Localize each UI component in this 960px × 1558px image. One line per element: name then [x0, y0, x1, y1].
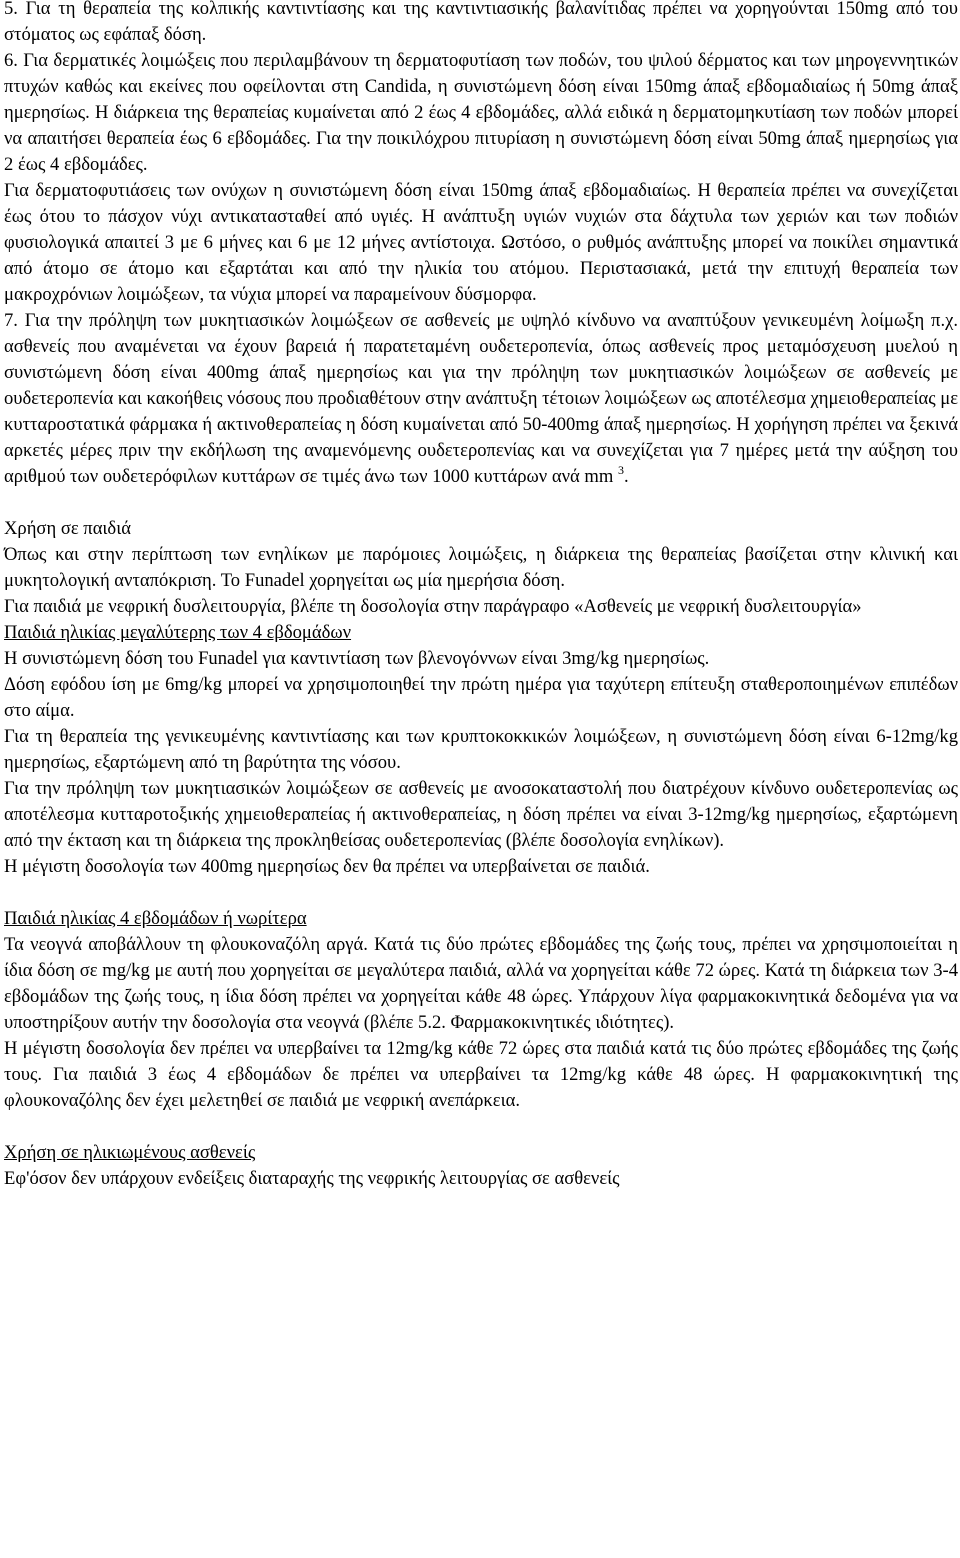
older-4-weeks-paragraph-5: Η μέγιστη δοσολογία των 400mg ημερησίως δεν θα πρέπει να υπερβαίνεται σε παιδιά. — [4, 856, 650, 877]
item-7-text: 7. Για την πρόληψη των μυκητιασικών λοιμώξεων σε ασθενείς με υψηλό κίνδυνο να αναπτύξουν γενικευμένη λοίμωξη π.χ. ασθενείς που αναμένεται να έχουν βαρειά ή παρατεταμένη ουδετεροπενία, όπως ασθενείς προς μεταμόσχευση μυελού η συνιστώμενη δόση είναι 400mg άπαξ ημερησίως και για την πρόληψη των μυκητιασικών λοιμώξεων σε ασθενείς με ουδετεροπενία και κακοήθεις νόσους που προδιαθέτουν στην ανάπτυξη τέτοιων λοιμώξεων ως αποτέλεσμα χημειοθεραπείας με κυτταροστατικά φάρμακα ή ακτινοθεραπείας η δόση κυμαίνεται από 50-400mg άπαξ ημερησίως. Η χορήγηση πρέπει να ξεκινά αρκετές μέρες πριν την εκδήλωση της αναμενόμενης ουδετεροπενίας και να συνεχίζεται για 7 ημέρες μετά την αύξηση του αριθμού των ουδετερόφιλων κυττάρων σε τιμές άνω των 1000 κυττάρων ανά mm — [4, 310, 959, 487]
younger-4-weeks-paragraph-1: Τα νεογνά αποβάλλουν τη φλουκοναζόλη αργά. Κατά τις δύο πρώτες εβδομάδες της ζωής τους, πρέπει να χρησιμοποιείται η ίδια δόση σε mg/kg με αυτή που χορηγείται σε μεγαλύτερα παιδιά, αλλά να χορηγείται κάθε 72 ώρες. Κατά τη διάρκεια των 3-4 εβδομάδων της ζωής τους, η ίδια δόση πρέπει να χορηγείται κάθε 48 ώρες. Υπάρχουν λίγα φαρμακοκινητικά δεδομένα για να υποστηρίξουν αυτήν την δοσολογία στα νεογνά (βλέπε 5.2. Φαρμακοκινητικές ιδιότητες). — [4, 934, 958, 1033]
section-gap — [4, 490, 958, 516]
item-5-paragraph: 5. Για τη θεραπεία της κολπικής καντιντίασης και της καντιντιασικής βαλανίτιδας πρέπει να χορηγούνται 150mg από του στόματος ως εφάπαξ δόση. — [4, 0, 958, 45]
item-7-period: . — [623, 466, 629, 487]
older-4-weeks-paragraph-4: Για την πρόληψη των μυκητιασικών λοιμώξεων σε ασθενείς με ανοσοκαταστολή που διατρέχουν κίνδυνο ουδετεροπενίας ως αποτέλεσμα κυτταροτοξικής χημειοθεραπείας ή ακτινοθεραπείας, η δόση πρέπει να είναι 3-12mg/kg ημερησίως, εξαρτώμενη από την έκταση και τη διάρκεια της προκληθείσας ουδετεροπενίας (βλέπε δοσολογία ενηλίκων). — [4, 778, 958, 851]
elderly-heading: Χρήση σε ηλικιωμένους ασθενείς — [4, 1142, 256, 1163]
older-4-weeks-paragraph-2: Δόση εφόδου ίση με 6mg/kg μπορεί να χρησιμοποιηθεί την πρώτη ημέρα για ταχύτερη επίτευξη σταθεροποιημένων επιπέδων στο αίμα. — [4, 674, 958, 721]
item-6-nails-paragraph: Για δερματοφυτιάσεις των ονύχων η συνιστώμενη δόση είναι 150mg άπαξ εβδομαδιαίως. Η θεραπεία πρέπει να συνεχίζεται έως ότου το πάσχον νύχι αντικατασταθεί από υγιές. Η ανάπτυξη υγιών νυχιών στα δάχτυλα των χεριών και των ποδιών φυσιολογικά απαιτεί 3 με 6 μήνες και 6 με 12 μήνες αντίστοιχα. Ωστόσο, ο ρυθμός ανάπτυξης μπορεί να ποικίλει σημαντικά από άτομο σε άτομο και εξαρτάται και από την ηλικία του ατόμου. Περιστασιακά, μετά την επιτυχή θεραπεία των μακροχρόνιων λοιμώξεων, τα νύχια μπορεί να παραμείνουν δύσμορφα. — [4, 180, 958, 305]
younger-4-weeks-heading: Παιδιά ηλικίας 4 εβδομάδων ή νωρίτερα — [4, 908, 307, 929]
item-7-superscript: 3 — [617, 463, 624, 477]
younger-4-weeks-paragraph-2: Η μέγιστη δοσολογία δεν πρέπει να υπερβαίνει τα 12mg/kg κάθε 72 ώρες στα παιδιά κατά τις δύο πρώτες εβδομάδες της ζωής τους. Για παιδιά 3 έως 4 εβδομάδων δε πρέπει να υπερβαίνει τα 12mg/kg κάθε 48 ώρες. Η φαρμακοκινητική της φλουκοναζόλης δεν έχει μελετηθεί σε παιδιά με νεφρική ανεπάρκεια. — [4, 1038, 958, 1111]
section-gap — [4, 880, 958, 906]
children-heading: Χρήση σε παιδιά — [4, 518, 131, 539]
older-4-weeks-paragraph-1: Η συνιστώμενη δόση του Funadel για καντιντίαση των βλενογόννων είναι 3mg/kg ημερησίως. — [4, 648, 710, 669]
section-gap — [4, 1114, 958, 1140]
document-page — [4, 0, 958, 1192]
children-paragraph-1: Όπως και στην περίπτωση των ενηλίκων με παρόμοιες λοιμώξεις, η διάρκεια της θεραπείας βασίζεται στην κλινική και μυκητολογική ανταπόκριση. Το Funadel χορηγείται ως μία ημερήσια δόση. — [4, 544, 958, 591]
children-paragraph-2: Για παιδιά με νεφρική δυσλειτουργία, βλέπε τη δοσολογία στην παράγραφο «Ασθενείς με νεφρική δυσλειτουργία» — [4, 596, 862, 617]
item-6-paragraph: 6. Για δερματικές λοιμώξεις που περιλαμβάνουν τη δερματοφυτίαση των ποδών, του ψιλού δέρματος και των μηρογεννητικών πτυχών καθώς και εκείνες που οφείλονται στη Candida, η συνιστώμενη δόση είναι 150mg άπαξ εβδομαδιαίως ή 50mg άπαξ ημερησίως. Η διάρκεια της θεραπείας κυμαίνεται από 2 έως 4 εβδομάδες, αλλά ειδικά η δερματομηκυτίαση των ποδών μπορεί να απαιτήσει θεραπεία έως 6 εβδομάδες. Για την ποικιλόχρου πιτυρίαση η συνιστώμενη δόση είναι 50mg άπαξ ημερησίως για 2 έως 4 εβδομάδες. — [4, 50, 958, 175]
item-7-paragraph — [4, 308, 958, 490]
elderly-paragraph-1: Εφ'όσον δεν υπάρχουν ενδείξεις διαταραχής της νεφρικής λειτουργίας σε ασθενείς — [4, 1168, 620, 1189]
older-4-weeks-heading: Παιδιά ηλικίας μεγαλύτερης των 4 εβδομάδων — [4, 622, 352, 643]
older-4-weeks-paragraph-3: Για τη θεραπεία της γενικευμένης καντιντίασης και των κρυπτοκοκκικών λοιμώξεων, η συνιστώμενη δόση είναι 6-12mg/kg ημερησίως, εξαρτώμενη από τη βαρύτητα της νόσου. — [4, 726, 958, 773]
